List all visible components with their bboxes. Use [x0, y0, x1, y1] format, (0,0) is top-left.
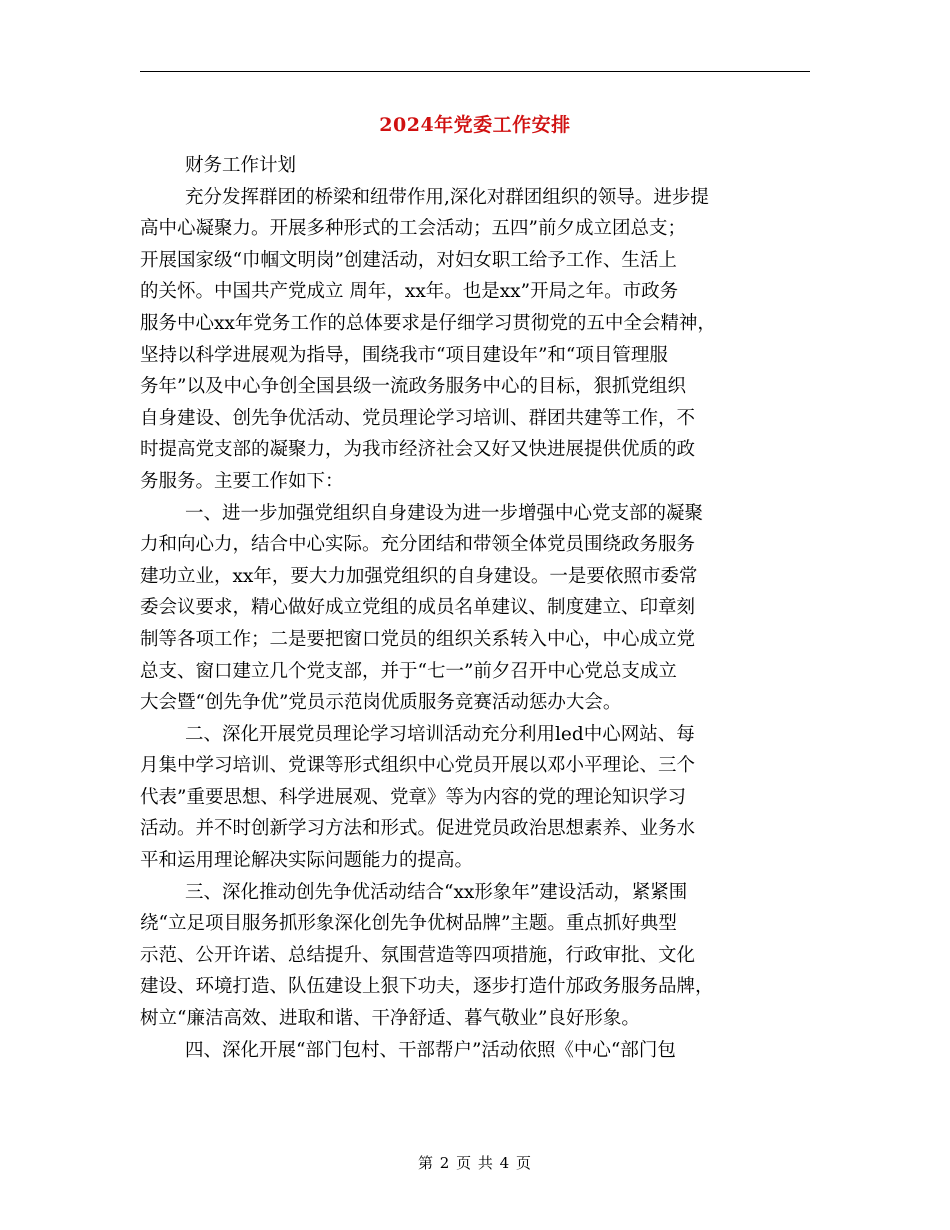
body-line: 务服务。主要工作如下：	[140, 470, 344, 492]
body-line: 平和运用理论解决实际问题能力的提高。	[140, 850, 474, 872]
body-line: 代表”重要思想、科学进展观、党章》等为内容的党的理论知识学习	[140, 786, 686, 808]
body-line: 高中心凝聚力。开展多种形式的工会活动；五四”前夕成立团总支；	[140, 218, 686, 240]
document-title: 2024年党委工作安排	[379, 114, 571, 136]
body-line: 建设、环境打造、队伍建设上狠下功夫，逐步打造什邡政务服务品牌，	[140, 976, 714, 998]
body-line: 月集中学习培训、党课等形式组织中心党员开展以邓小平理论、三个	[140, 755, 696, 777]
body-line: 示范、公开许诺、总结提升、氛围营造等四项措施，行政审批、文化	[140, 944, 696, 966]
body-line: 制等各项工作；二是要把窗口党员的组织关系转入中心，中心成立党	[140, 628, 696, 650]
body-line: 三、深化推动创先争优活动结合“xx形象年”建设活动，紧紧围	[185, 881, 688, 903]
body-line: 四、深化开展“部门包村、干部帮户”活动依照《中心“部门包	[185, 1039, 676, 1061]
body-line: 开展国家级“巾帼文明岗”创建活动，对妇女职工给予工作、生活上	[140, 249, 677, 271]
body-line: 自身建设、创先争优活动、党员理论学习培训、群团共建等工作，不	[140, 407, 696, 429]
body-line: 务年”以及中心争创全国县级一流政务服务中心的目标，狠抓党组织	[140, 376, 686, 398]
body-line: 活动。并不时创新学习方法和形式。促进党员政治思想素养、业务水	[140, 818, 696, 840]
body-line: 充分发挥群团的桥梁和纽带作用,深化对群团组织的领导。进步提	[185, 186, 709, 208]
body-line: 总支、窗口建立几个党支部，并于“七一”前夕召开中心党总支成立	[140, 660, 677, 682]
body-line: 树立“廉洁高效、进取和谐、干净舒适、暮气敬业”良好形象。	[140, 1008, 640, 1030]
body-line: 建功立业，xx年，要大力加强党组织的自身建设。一是要依照市委常	[140, 565, 698, 587]
body-line: 绕“立足项目服务抓形象深化创先争优树品牌”主题。重点抓好典型	[140, 913, 677, 935]
body-line: 力和向心力，结合中心实际。充分团结和带领全体党员围绕政务服务	[140, 534, 696, 556]
body-line: 二、深化开展党员理论学习培训活动充分利用led中心网站、每	[185, 723, 695, 745]
body-line: 的关怀。中国共产党成立 周年，xx年。也是xx”开局之年。市政务	[140, 281, 679, 303]
body-line: 坚持以科学进展观为指导，围绕我市“项目建设年”和“项目管理服	[140, 344, 668, 366]
body-line: 一、进一步加强党组织自身建设为进一步增强中心党支部的凝聚	[185, 502, 704, 524]
header-rule	[140, 71, 810, 72]
page-number: 第 2 页 共 4 页	[418, 1154, 532, 1172]
body-line: 服务中心xx年党务工作的总体要求是仔细学习贯彻党的五中全会精神，	[140, 312, 716, 334]
document-body	[140, 150, 810, 1066]
body-line: 委会议要求，精心做好成立党组的成员名单建议、制度建立、印章刻	[140, 597, 696, 619]
body-line: 财务工作计划	[185, 155, 297, 176]
body-line: 时提高党支部的凝聚力，为我市经济社会又好又快进展提供优质的政	[140, 439, 696, 461]
body-line: 大会暨“创先争优”党员示范岗优质服务竞赛活动惩办大会。	[140, 692, 622, 714]
